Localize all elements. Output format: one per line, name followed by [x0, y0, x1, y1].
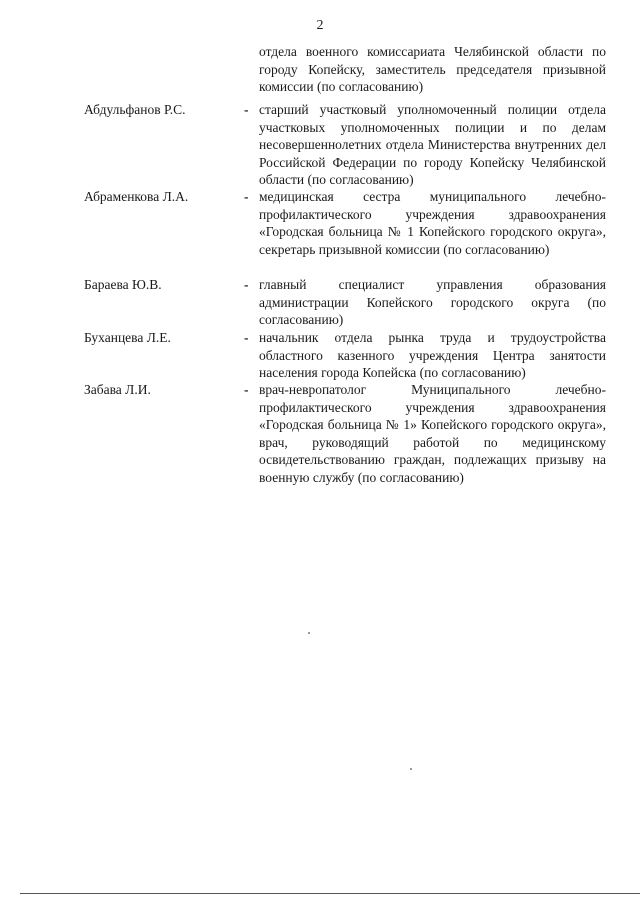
member-role: старший участковый уполномоченный полиции отдела участковых уполномоченных полиции и по делам несовершеннолетних отдела Министерства внутренних дел Российской Федерации по городу Копейску Челябинской области (по согласованию) [259, 102, 606, 187]
member-role: главный специалист управления образования администрации Копейского городского округа (по согласованию) [259, 277, 606, 327]
bottom-rule [20, 893, 640, 894]
separator-dash: - [244, 330, 249, 345]
member-name: Забава Л.И. [84, 382, 151, 397]
scan-speck [308, 632, 310, 634]
continuation-text: отдела военного комиссариата Челябинской области по городу Копейску, заместитель председателя призывной комиссии (по согласованию) [259, 44, 606, 94]
member-name: Бараева Ю.В. [84, 277, 162, 292]
separator-dash: - [244, 382, 249, 397]
member-name: Абдульфанов Р.С. [84, 102, 186, 117]
member-role: медицинская сестра муниципального лечебно-профилактического учреждения здравоохранения «Городская больница № 1 Копейского городского округа», секретарь призывной комиссии (по согласованию) [259, 189, 606, 257]
member-role: врач-невропатолог Муниципального лечебно-профилактического учреждения здравоохранения «Городская больница № 1» Копейского городского округа», врач, руководящий работой по медицинскому освидетельствованию граждан, подлежащих призыву на военную службу (по согласованию) [259, 382, 606, 485]
member-role: начальник отдела рынка труда и трудоустройства областного казенного учреждения Центра занятости населения города Копейска (по согласованию) [259, 330, 606, 380]
member-name: Буханцева Л.Е. [84, 330, 171, 345]
separator-dash: - [244, 277, 249, 292]
separator-dash: - [244, 189, 249, 204]
scan-speck [410, 768, 412, 770]
member-name: Абраменкова Л.А. [84, 189, 189, 204]
separator-dash: - [244, 102, 249, 117]
page-number: 2 [316, 18, 324, 33]
